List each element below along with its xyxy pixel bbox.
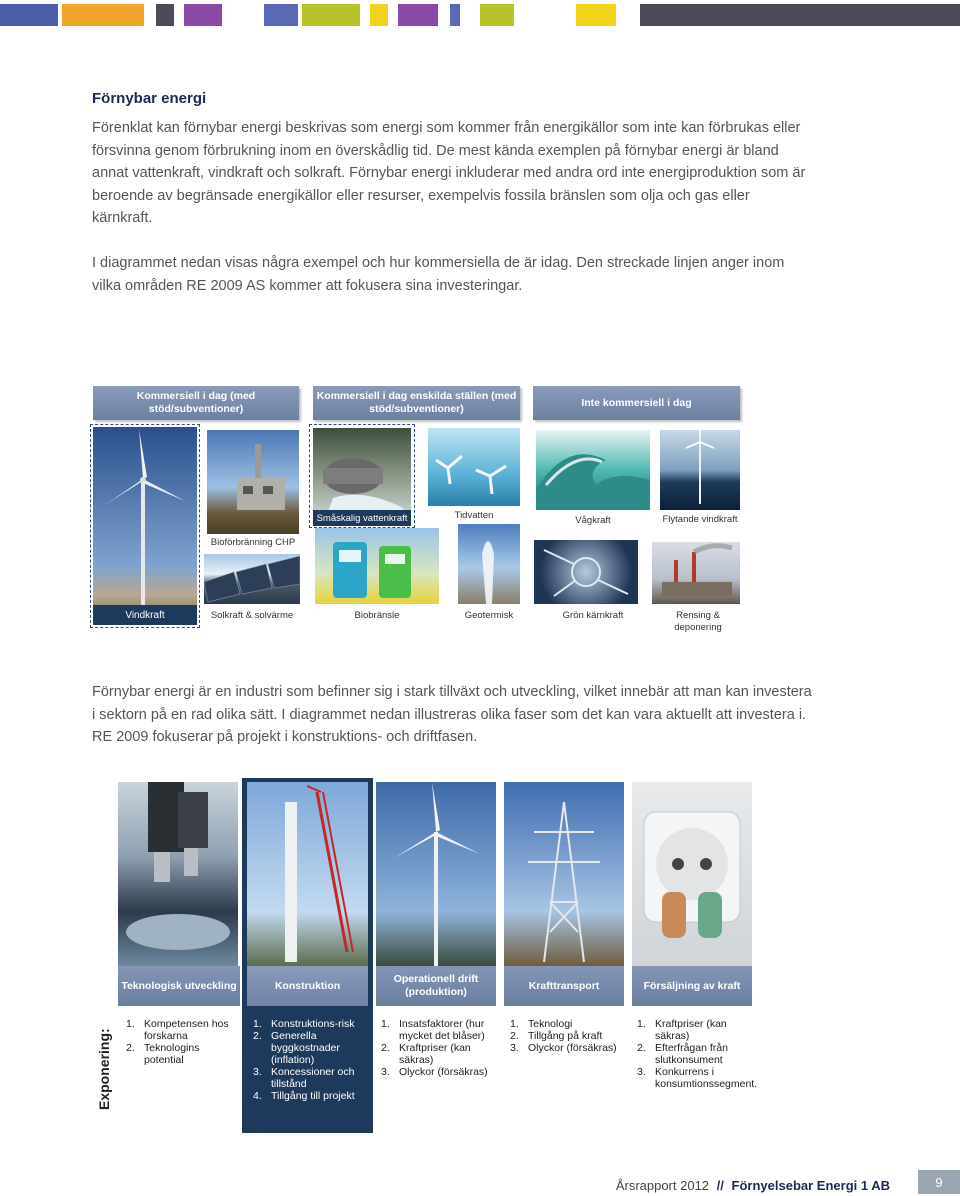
phase-krafttransport: Krafttransport [504,966,624,1006]
footer-company: Förnyelsebar Energi 1 AB [731,1178,890,1193]
middle-paragraph: Förnybar energi är en industri som befinner sig i stark tillväxt och utveckling, vilket innebär att man kan investera i sektorn på en rad olika sätt. I diagrammet nedan illustreras olika faser som det kan vara aktuellt att investera i. RE 2009 fokuserar på projekt i konstruktions- och driftfasen. [92,684,812,745]
risk-list-drift: 1. Insatsfaktorer (hur mycket det blåser) 2. Kraftpriser (kan säkras) 3. Olyckor (försäkras) [381,1018,495,1078]
wave-image [536,430,650,510]
risk-item: Koncessioner och tillstånd [271,1066,355,1090]
construction-crane-image [247,782,368,967]
microscope-image [118,782,238,967]
phase-teknologisk: Teknologisk utveckling [118,966,240,1006]
label-vagkraft: Vågkraft [575,515,611,526]
risk-item: Kompetensen hos forskarna [144,1018,229,1042]
phase-drift: Operationell drift (produktion) [376,966,496,1006]
label-geotermisk: Geotermisk [464,610,514,621]
label-flytande: Flytande vindkraft [662,514,738,525]
label-smaskalig: Småskalig vattenkraft [313,510,411,526]
intro-paragraph-2: I diagrammet nedan visas några exempel och hur kommersiella de är idag. Den streckade linjen anger inom vilka områden RE 2009 AS kommer att fokusera sina investeringar. [92,255,785,294]
footer-separator: // [716,1178,724,1193]
wind-turbine-image [93,427,197,625]
tidal-turbine-image [428,428,520,506]
risk-list-teknologisk: 1. Kompetensen hos forskarna 2. Teknologins potential [126,1018,232,1066]
risk-item: Efterfrågan från slutkonsument [655,1042,728,1066]
label-bio-chp: Bioförbränning CHP [210,537,296,548]
power-line-image [504,782,624,967]
risk-item: Konstruktions-risk [271,1018,355,1030]
header-not-commercial: Inte kommersiell i dag [533,386,740,420]
label-tidvatten: Tidvatten [454,510,494,521]
phase-forsaljning: Försäljning av kraft [632,966,752,1006]
risk-item: Generella byggkostnader (inflation) [271,1030,340,1066]
risk-item: Tillgång på kraft [528,1030,603,1042]
risk-list-forsaljning: 1. Kraftpriser (kan säkras) 2. Efterfrågan från slutkonsument 3. Konkurrens i konsumtionssegment. [637,1018,758,1090]
label-rensing: Rensing & deponering [674,610,722,633]
header-commercial: Kommersiell i dag (med stöd/subventioner) [93,386,299,420]
geyser-image [458,524,520,604]
header-commercial-some-places: Kommersiell i dag enskilda ställen (med stöd/subventioner) [313,386,520,420]
label-solkraft: Solkraft & solvärme [210,610,294,621]
risk-item: Kraftpriser (kan säkras) [399,1042,471,1066]
floating-wind-image [660,430,740,510]
label-vindkraft: Vindkraft [93,605,197,625]
label-biobransle: Biobränsle [354,610,400,621]
exposure-label: Exponering: [96,1028,112,1110]
bio-chp-plant-image [207,430,299,534]
nuclear-facility-image [534,540,638,604]
wind-turbine-operation-image [376,782,496,967]
waste-plant-image [652,542,740,604]
intro-paragraph: Förenklat kan förnybar energi beskrivas som energi som kommer från energikällor som inte kan förbrukas eller försvinna genom förbrukning inom en överskådlig tid. De mest kända exemplen på förnybar energi är bland annat vattenkraft, vindkraft och solkraft. Förnybar energi inkluderar med andra ord inte energiproduktion som är beroende av begränsade energikällor eller resurser, exempelvis fossila bränslen som olja och gas eller kärnkraft. [92,120,806,226]
risk-item: Insatsfaktorer (hur mycket det blåser) [399,1018,485,1042]
risk-item: Kraftpriser (kan säkras) [655,1018,727,1042]
risk-item: Konkurrens i konsumtionssegment. [655,1066,758,1090]
section-heading: Förnybar energi [92,90,207,107]
footer-year: Årsrapport 2012 [615,1178,710,1193]
power-outlet-money-image [632,782,752,967]
risk-item: Olyckor (försäkras) [399,1066,488,1078]
biofuel-pump-image [315,528,439,604]
risk-item: Teknologins potential [144,1042,200,1066]
risk-item: Teknologi [528,1018,573,1030]
risk-list-krafttransport: 1. Teknologi 2. Tillgång på kraft 3. Olyckor (försäkras) [510,1018,617,1054]
solar-panel-image [204,554,300,604]
label-gron-karnkraft: Grön kärnkraft [562,610,624,621]
page-number: 9 [918,1170,960,1194]
risk-item: Tillgång till projekt [271,1090,355,1102]
page-footer [616,1178,890,1193]
phase-konstruktion: Konstruktion [247,966,368,1006]
risk-item: Olyckor (försäkras) [528,1042,617,1054]
risk-list-konstruktion: 1. Konstruktions-risk 2. Generella byggkostnader (inflation) 3. Koncessioner och tillstånd 4. Tillgång till projekt [253,1018,367,1102]
